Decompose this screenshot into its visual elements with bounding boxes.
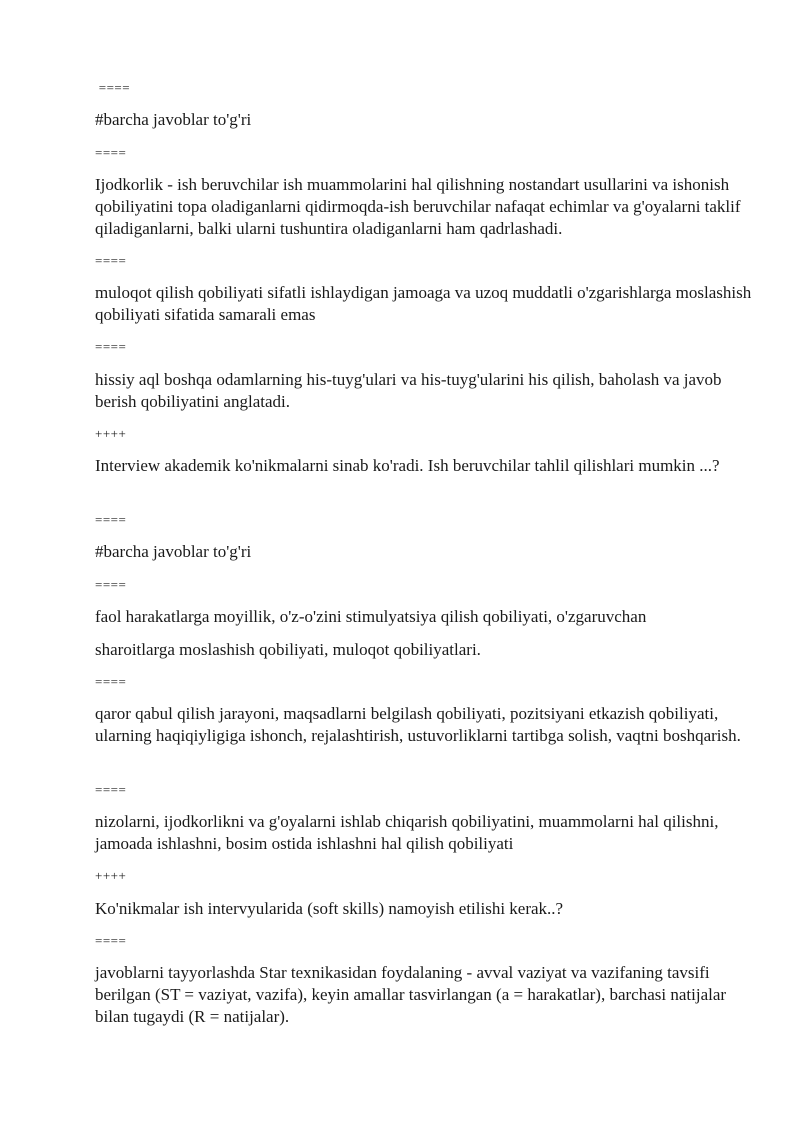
separator-line: ==== — [95, 577, 127, 592]
answer-text: nizolarni, ijodkorlikni va g'oyalarni ishlab chiqarish qobiliyatini, muammolarni hal qilishni, jamoada ishlashni, bosim ostida ishlashni hal qilish qobiliyati — [95, 812, 723, 853]
separator-line: ==== — [95, 80, 131, 95]
separator-line: ==== — [95, 339, 127, 354]
question-separator: ++++ — [95, 426, 127, 441]
separator-line: ==== — [95, 512, 127, 527]
separator-line: ==== — [95, 782, 127, 797]
separator-line: ==== — [95, 253, 127, 268]
separator-line: ==== — [95, 674, 127, 689]
separator-line: ==== — [95, 933, 127, 948]
question-text: Ko'nikmalar ish intervyularida (soft skills) namoyish etilishi kerak..? — [95, 899, 564, 918]
question-separator: ++++ — [95, 868, 127, 883]
answer-text: muloqot qilish qobiliyati sifatli ishlaydigan jamoaga va uzoq muddatli o'zgarishlarga moslashish qobiliyati sifatida samarali emas — [95, 283, 756, 324]
answer-text: #barcha javoblar to'g'ri — [95, 542, 252, 561]
answer-text: Ijodkorlik - ish beruvchilar ish muammolarini hal qilishning nostandart usullarini va ishonish qobiliyatini topa oladiganlarni qidirmoqda-ish beruvchilar nafaqat echimlar va g'oyalarni taklif qiladiganlarni, balki ularni tushuntira oladiganlarni ham qadrlashadi. — [95, 175, 745, 238]
question-text: Interview akademik ko'nikmalarni sinab ko'radi. Ish beruvchilar tahlil qilishlari mumkin ...? — [95, 456, 720, 475]
answer-text: sharoitlarga moslashish qobiliyati, muloqot qobiliyatlari. — [95, 640, 481, 659]
answer-text: #barcha javoblar to'g'ri — [95, 110, 252, 129]
answer-text: faol harakatlarga moyillik, o'z-o'zini stimulyatsiya qilish qobiliyati, o'zgaruvchan — [95, 607, 647, 626]
answer-text: qaror qabul qilish jarayoni, maqsadlarni belgilash qobiliyati, pozitsiyani etkazish qobiliyati, ularning haqiqiyligiga ishonch, rejalashtirish, ustuvorliklarni tartibga solish, vaqtni boshqarish. — [95, 704, 741, 745]
answer-text: hissiy aql boshqa odamlarning his-tuyg'ulari va his-tuyg'ularini his qilish, baholash va javob berish qobiliyatini anglatadi. — [95, 370, 726, 411]
separator-line: ==== — [95, 145, 127, 160]
answer-text: javoblarni tayyorlashda Star texnikasidan foydalaning - avval vaziyat va vazifaning tavsifi berilgan (ST = vaziyat, vazifa), keyin amallar tasvirlangan (a = harakatlar), barchasi natijalar bilan tugaydi (R = natijalar). — [95, 963, 731, 1026]
